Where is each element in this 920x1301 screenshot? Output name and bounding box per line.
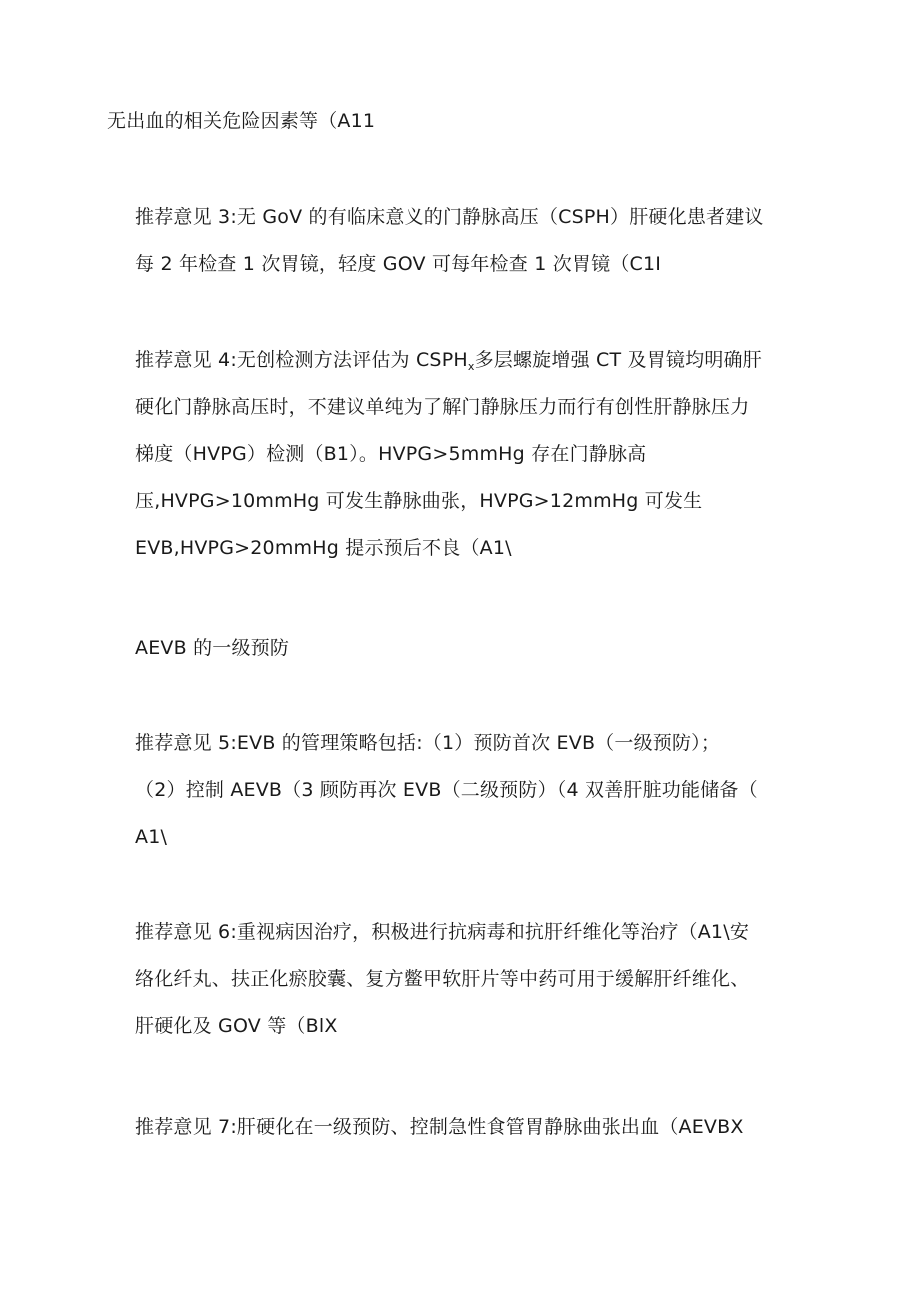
text-fragment: 推荐意见 4:无创检测方法评估为 CSPH (135, 349, 468, 371)
subscript: x (467, 360, 475, 373)
text-line: A1\ (135, 826, 168, 848)
text-line: 推荐意见 5:EVB 的管理策略包括:（1）预防首次 EVB（一级预防）； (135, 732, 721, 754)
paragraph-recommendation-3 (135, 194, 795, 288)
text-line: （2）控制 AEVB（3 顾防再次 EVB（二级预防）（4 双善肝脏功能储备（ (135, 779, 758, 801)
text-line: 推荐意见 6:重视病因治疗，积极进行抗病毒和抗肝纤维化等治疗（A1\安 (135, 921, 750, 943)
text-line: 推荐意见 7:肝硬化在一级预防、控制急性食管胃静脉曲张出血（AEVBX (135, 1116, 744, 1138)
text-line: 压,HVPG>10mmHg 可发生静脉曲张，HVPG>12mmHg 可发生 (135, 490, 703, 512)
text-line: 络化纤丸、扶正化瘀胶囊、复方鳖甲软肝片等中药可用于缓解肝纤维化、 (135, 968, 750, 990)
text-line: 梯度（HVPG）检测（B1）。HVPG>5mmHg 存在门静脉高 (135, 443, 647, 465)
text-line: 每 2 年检查 1 次胃镜，轻度 GOV 可每年检查 1 次胃镜（C1I (135, 253, 662, 275)
paragraph-recommendation-6 (135, 909, 795, 1050)
section-heading (135, 625, 795, 672)
paragraph (107, 98, 767, 145)
text-line: AEVB 的一级预防 (135, 637, 290, 659)
text-line: 硬化门静脉高压时，不建议单纯为了解门静脉压力而行有创性肝静脉压力 (135, 396, 750, 418)
text-line (135, 337, 795, 384)
paragraph-recommendation-5 (135, 720, 795, 861)
text-line: 肝硬化及 GOV 等（BlX (135, 1015, 338, 1037)
text-line: EVB,HVPG>20mmHg 提示预后不良（A1\ (135, 537, 512, 559)
paragraph-recommendation-4 (135, 337, 795, 572)
text-line: 无出血的相关危险因素等（A11 (107, 110, 376, 132)
text-line: 推荐意见 3:无 GoV 的有临床意义的门静脉高压（CSPH）肝硬化患者建议 (135, 206, 764, 228)
text-fragment: 多层螺旋增强 CT 及胃镜均明确肝 (474, 349, 762, 371)
paragraph-recommendation-7 (135, 1104, 795, 1151)
